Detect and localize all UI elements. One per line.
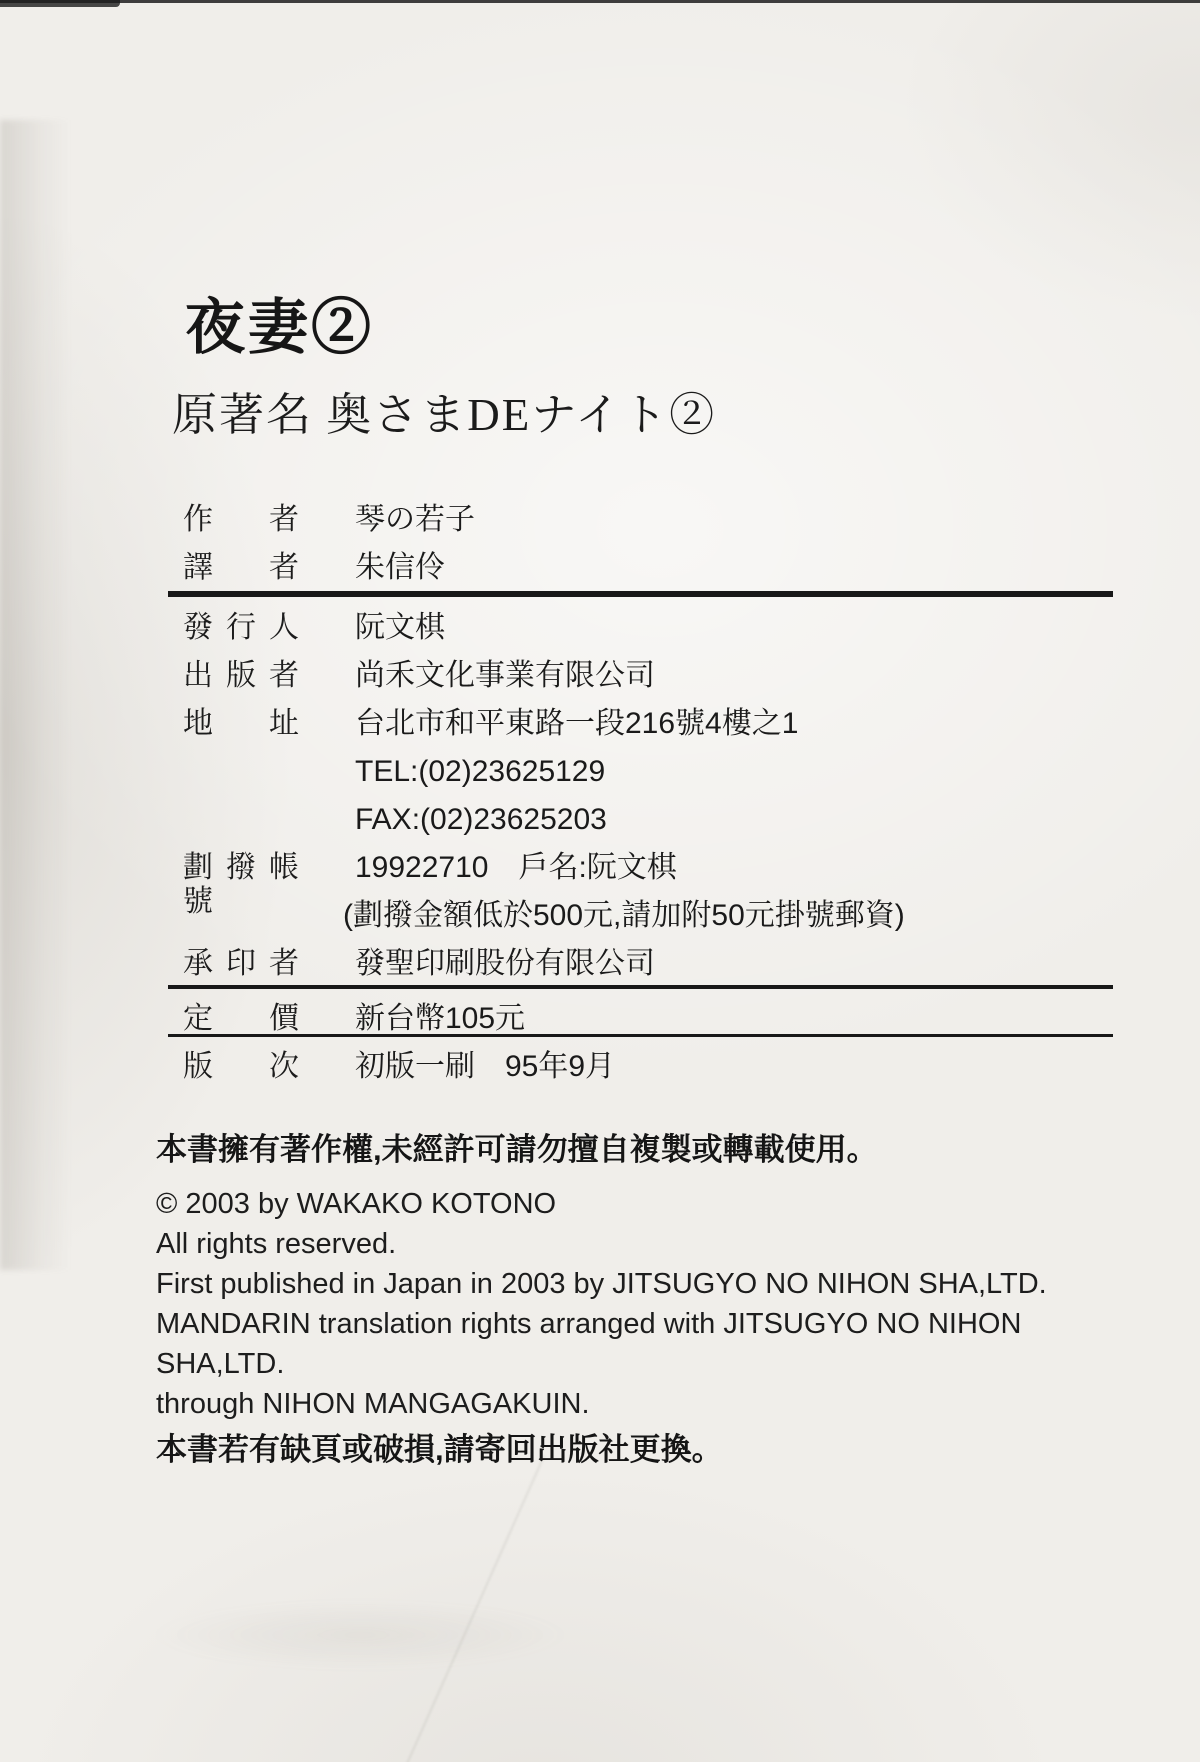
copyright-line: First published in Japan in 2003 by JITSUGYO NO NIHON SHA,LTD. [156, 1268, 1047, 1300]
field-value: 19922710 戶名:阮文棋 [355, 851, 677, 884]
scan-left-edge-smudge [0, 120, 95, 1270]
colophon-row-author [183, 503, 1143, 551]
colophon-row-printer [183, 947, 1143, 985]
field-value: 琴の若子 [355, 503, 475, 536]
copyright-block [156, 1128, 1136, 1424]
field-value: 台北市和平東路一段216號4樓之1 [355, 707, 799, 740]
colophon-row-tel [183, 755, 1143, 803]
original-title-line: 原著名 奥さまDEナイト② [172, 390, 717, 440]
field-label: 發行人 [183, 611, 299, 644]
book-title: 夜妻② [185, 294, 374, 361]
colophon-row-fax [183, 803, 1143, 851]
copyright-notice-cjk: 本書擁有著作權,未經許可請勿擅自複製或轉載使用。 [156, 1132, 878, 1167]
colophon-row-publisher-person [183, 611, 1143, 659]
field-label: 作者 [183, 503, 299, 536]
colophon-row-translator [183, 551, 1143, 591]
scan-top-edge-artifact [0, 0, 1200, 3]
field-label: 版次 [183, 1050, 299, 1083]
field-label: 譯者 [183, 551, 299, 584]
field-value: FAX:(02)23625203 [355, 803, 607, 836]
field-value: 阮文棋 [355, 611, 445, 644]
copyright-line: MANDARIN translation rights arranged with JITSUGYO NO NIHON SHA,LTD. [156, 1308, 1022, 1380]
field-label: 劃撥帳號 [183, 851, 299, 918]
colophon-row-postal-note [183, 899, 1143, 947]
divider-thin [168, 1034, 1113, 1037]
divider-mid [168, 985, 1113, 989]
field-label: 地址 [183, 707, 299, 740]
divider-thick [168, 591, 1113, 597]
paper-smudge [150, 1600, 570, 1670]
colophon-row-address [183, 707, 1143, 755]
field-value: 尚禾文化事業有限公司 [355, 659, 655, 692]
colophon-table [183, 503, 1143, 1086]
copyright-line: All rights reserved. [156, 1228, 397, 1260]
field-value: 發聖印刷股份有限公司 [355, 947, 655, 980]
damaged-copy-return-note: 本書若有缺頁或破損,請寄回出版社更換。 [156, 1432, 723, 1467]
colophon-row-publishing-company [183, 659, 1143, 707]
colophon-row-price [183, 1002, 1143, 1034]
field-label: 出版者 [183, 659, 299, 692]
colophon-row-edition [183, 1050, 1143, 1086]
field-value: (劃撥金額低於500元,請加附50元掛號郵資) [343, 899, 905, 932]
field-value: 朱信伶 [355, 551, 445, 584]
copyright-line: © 2003 by WAKAKO KOTONO [156, 1188, 557, 1220]
scan-top-corner-artifact [0, 0, 120, 7]
copyright-line: through NIHON MANGAGAKUIN. [156, 1388, 590, 1420]
field-value: 新台幣105元 [355, 1002, 526, 1035]
field-label: 定價 [183, 1002, 299, 1035]
field-label: 承印者 [183, 947, 299, 980]
field-value: 初版一刷 95年9月 [355, 1050, 616, 1083]
field-value: TEL:(02)23625129 [355, 755, 606, 788]
